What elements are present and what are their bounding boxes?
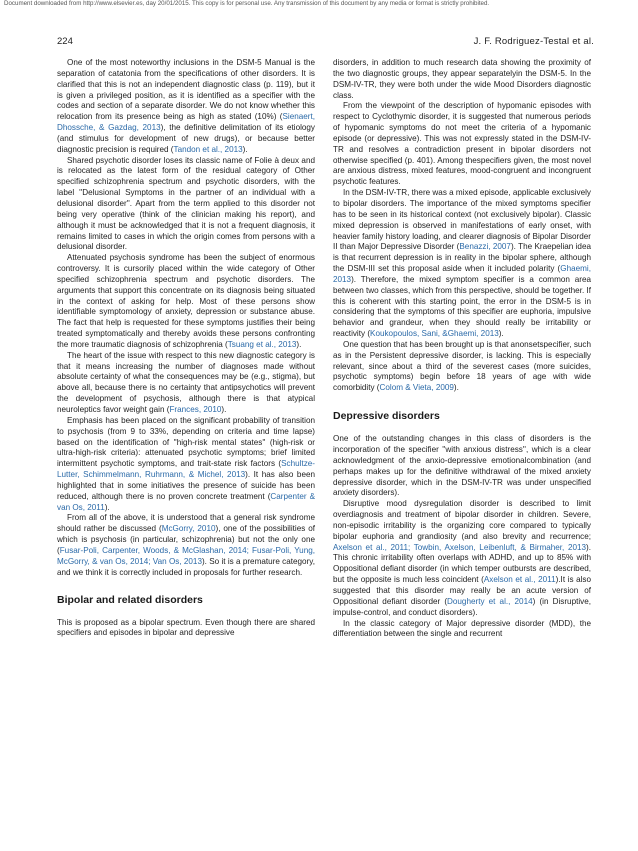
- paragraph-attenuated-psychosis: Attenuated psychosis syndrome has been the subject of enormous controversy. It is cursorily placed within the wide category of Other specified schizophrenia spectrum and psychotic disorders. The arguments that support this concentrate on its diagnosis being situated in the context of asking for help. Most of these persons show identifiable symptomology of anxiety, depression or substance abuse. The fact that help is requested for these symptoms justifies their being treated symptomatically and thereby avoids these persons confronting the more traumatic diagnosis of schizophrenia (Tsuang et al., 2013).: [57, 253, 315, 349]
- citation-link[interactable]: Tsuang et al., 2013: [227, 339, 297, 349]
- paragraph-hypomanic: From the viewpoint of the description of hypomanic episodes with respect to Cyclothymic disorder, it is suggested that numerous periods of hypomanic symptoms do not meet the criteria of a hypomanic episode (or depressive). This was not expressly stated in the DSM-IV-TR and resolves a contradiction present in bipolar disorders not otherwise specified (p. 401). Among thespecifiers given, the most novel are anxious distress, mixed features, mood-congruent and incongruent psychotic features.: [333, 101, 591, 187]
- citation-link[interactable]: Frances, 2010: [169, 405, 222, 414]
- page-number: 224: [57, 36, 73, 47]
- paragraph-bipolar-spectrum: This is proposed as a bipolar spectrum. Even though there are shared specifiers and episodes in bipolar and depressive: [57, 617, 315, 638]
- left-column: [57, 58, 315, 639]
- paragraph-catatonia: One of the most noteworthy inclusions in the DSM-5 Manual is the separation of catatonia from the specifications of other disorders. It is clarified that this is not an independent diagnostic class (p. 119), but it is given a privileged position, as it is identified as a specifier with the codes and section of a separate disorder. We do not know whether this relocation from its presence being as high as stated (10%) (Sienaert, Dhossche, & Gazdag, 2013), the definitive delimitation of its etiology (and stimulus for development of new drugs), or because better diagnostic precision is required (Tandon et al., 2013).: [57, 58, 315, 154]
- paragraph-transition-risk: Emphasis has been placed on the significant probability of transition to psychosis (from 9 to 33%, depending on criteria and time lapse) based on the identification of ''high-risk mental states'' (high-risk or ultra-high-risk criteria): attenuated psychotic symptoms; brief limited intermittent psychotic symptoms, and trait-state risk factors (Schultze-Lutter, Schimmelmann, Ruhrmann, & Michel, 2013). It has also been highlighted that in some initiatives the presence of suicide has been reduced, although there is no proven concrete treatment (Carpenter & van Os, 2011).: [57, 415, 315, 512]
- paragraph-general-risk: From all of the above, it is understood that a general risk syndrome should rather be discussed (McGorry, 2010), one of the possibilities of which is psychosis (in particular, schizophrenia) but not the only one (Fusar-Poli, Carpenter, Woods, & McGlashan, 2014; Fusar-Poli, Yung, McGorry, & van Os, 2014; Van Os, 2013). So it is a premature category, and we think it is correctly included in proposals for further research.: [57, 513, 315, 577]
- citation-link[interactable]: Dougherty et al., 2014: [447, 596, 533, 606]
- citation-link[interactable]: Colom & Vieta, 2009: [379, 383, 454, 393]
- citation-link[interactable]: Benazzi, 2007: [459, 242, 511, 252]
- paragraph-anxious-distress: One of the outstanding changes in this class of disorders is the incorporation of the specifier ''with anxious distress'', which is a clear acknowledgment of the anxio-depressive emotionalcombination (and perhaps makes up for the definitive withdrawal of the mixed anxiety depressive disorder, which in the DSM-IV-TR was under unspecified anxiety disorders).: [333, 434, 591, 498]
- citation-link[interactable]: Axelson et al., 2011: [483, 575, 556, 585]
- paragraph-mixed-episode: In the DSM-IV-TR, there was a mixed episode, applicable exclusively to bipolar disorders. The importance of the mixed symptoms specifier has to be seen in its historical context (not exclusively bipolar). Classic mixed depression is observed in manifestations of early onset, with heavier family history loading, and clearer diagnosis of Bipolar Disorder II than Major Depressive Disorder (Benazzi, 2007). The Kraepelian idea is that recurrent depression is in reality in the bipolar sphere, although the DSM-III set this proposal aside when it included polarity (Ghaemi, 2013). Therefore, the mixed symptom specifier is a common area between two classes, which from this perspective, should be together. If this is coherent with this starting point, the error in the DSM-5 is in considering that the symptoms of this specifier are euphoria, impulsive behavior and grandeur, when they should really be irritability or reactivity (Koukopoulos, Sani, &Ghaemi, 2013).: [333, 188, 591, 339]
- section-heading-depressive: Depressive disorders: [333, 410, 440, 423]
- paragraph-mdd: In the classic category of Major depressive disorder (MDD), the differentiation between the single and recurrent: [333, 618, 591, 639]
- download-watermark: Document downloaded from http://www.elsevier.es, day 20/01/2015. This copy is for personal use. Any transmission of this document by any media or format is strictly prohibited.: [4, 0, 490, 7]
- paragraph-heart-of-issue: The heart of the issue with respect to this new diagnostic category is that it means increasing the number of diagnoses made without absolute certainty of what the consequences may be (e.g., stigma), but above all, because there is no certainty that antipsychotics will prevent the development of psychosis, although there is that atypical neuroleptics favor weight gain (Frances, 2010).: [57, 350, 315, 414]
- citation-link[interactable]: Sienaert, Dhossche, & Gazdag, 2013: [57, 112, 315, 133]
- running-head-authors: J. F. Rodriguez-Testal et al.: [473, 36, 594, 47]
- citation-link[interactable]: McGorry, 2010: [161, 524, 216, 534]
- citation-link[interactable]: Carpenter & van Os, 2011: [57, 491, 315, 512]
- citation-link[interactable]: Ghaemi, 2013: [333, 264, 591, 284]
- paragraph-onset-specifier: One question that has been brought up is that anonsetspecifier, such as in the Persistent depressive disorder, is lacking. This is especially relevant, since about a third of the severest cases (more suicides, psychotic symptoms) begin before 18 years of age with wide comorbidity (Colom & Vieta, 2009).: [333, 339, 591, 393]
- citation-link[interactable]: Schultze-Lutter, Schimmelmann, Ruhrmann, & Michel, 2013: [57, 459, 315, 480]
- citation-link[interactable]: Axelson et al., 2011; Towbin, Axelson, Leibenluft, & Birmaher, 2013: [333, 542, 587, 552]
- paragraph-shared-psychotic: Shared psychotic disorder loses its classic name of Folie à deux and is relocated as the latest form of the residual category of Other specified schizophrenia spectrum and psychotic disorders, with the label ''Delusional Symptoms in the partner of an individual with a delusional disorder''. Apart from the term applied to this disorder not being very operative (think of the clinician making his report), and although it must be acknowledged that it is not a frequent diagnosis, it remains limited to cases in which the origin comes from persons with a delusional disorder.: [57, 155, 315, 252]
- citation-link[interactable]: Tandon et al., 2013: [173, 144, 243, 154]
- section-heading-bipolar: Bipolar and related disorders: [57, 593, 203, 606]
- citation-link[interactable]: Koukopoulos, Sani, &Ghaemi, 2013: [370, 329, 499, 339]
- paragraph-dmdd: Disruptive mood dysregulation disorder is described to limit overdiagnosis and treatment of bipolar disorder in children. Severe, non-episodic irritability is the organizing core compared to typically bipolar euphoria and grandiosity (and also brevity and recurrence; Axelson et al., 2011; Towbin, Axelson, Leibenluft, & Birmaher, 2013). This chronic irritability often overlaps with ADHD, and up to 85% with Oppositional defiant disorder (in which temper outbursts are described, but the opposite is much less coincident (Axelson et al., 2011).It is also suggested that this disorder may really be an acute version of Oppositional defiant disorder (Dougherty et al., 2014) (in Disruptive, impulse-control, and conduct disorders).: [333, 499, 592, 617]
- citation-link[interactable]: Fusar-Poli, Carpenter, Woods, & McGlashan, 2014; Fusar-Poli, Yung, McGorry, & van Os, 2014; Van Os, 2013: [57, 545, 315, 566]
- right-column: [333, 58, 591, 640]
- paragraph-continuation: disorders, in addition to much research data showing the proximity of the two diagnostic groups, they appear separatelyin the DSM-5. In the DSM-IV-TR, they were both under the wide Mood Disorders diagnostic class.: [333, 58, 591, 100]
